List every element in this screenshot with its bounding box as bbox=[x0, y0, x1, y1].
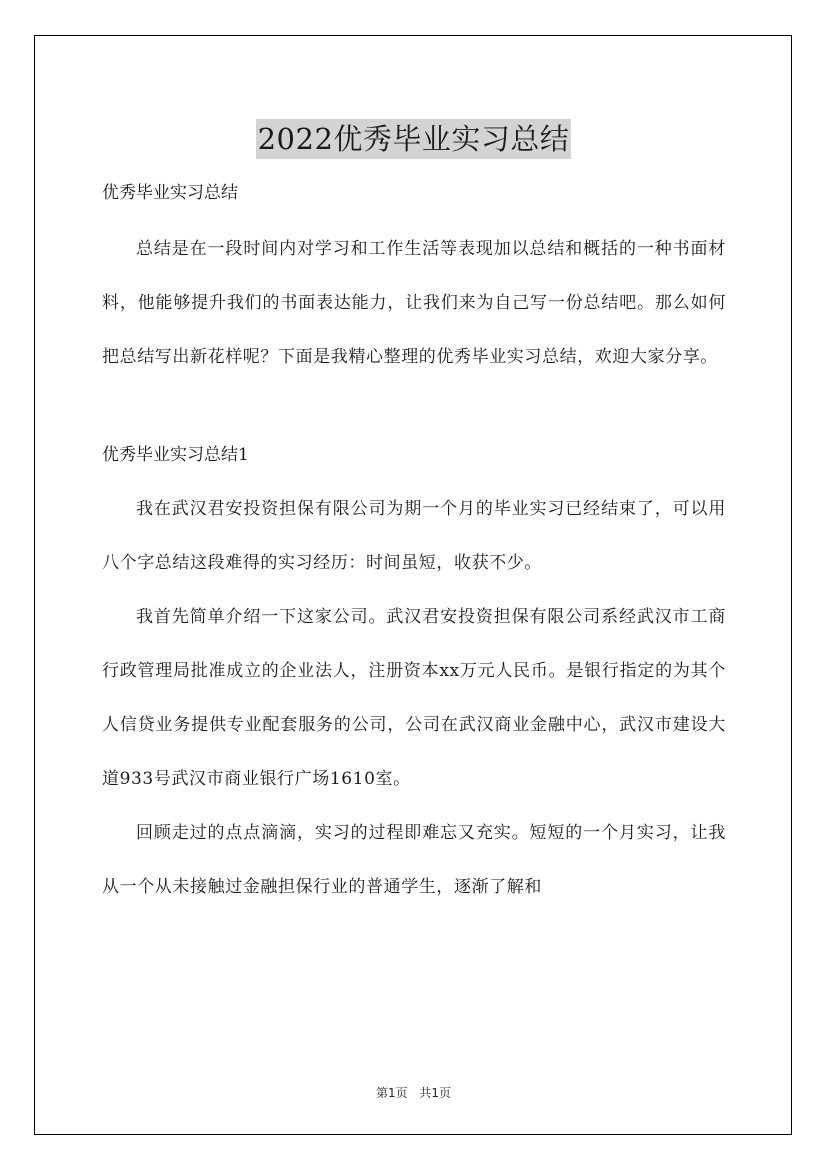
section-gap bbox=[102, 384, 726, 436]
document-title: 2022优秀毕业实习总结 bbox=[256, 119, 572, 159]
page-total: 共1页 bbox=[419, 1086, 452, 1100]
title-container bbox=[0, 100, 827, 179]
section1-heading: 优秀毕业实习总结1 bbox=[102, 445, 249, 465]
page-number: 第1页 bbox=[375, 1086, 408, 1100]
section1-paragraph-2: 我首先简单介绍一下这家公司。武汉君安投资担保有限公司系经武汉市工商行政管理局批准成立的企业法人，注册资本xx万元人民币。是银行指定的为其个人信贷业务提供专业配套服务的公司，公司在武汉商业金融中心，武汉市建设大道933号武汉市商业银行广场1610室。 bbox=[102, 607, 726, 789]
intro-paragraph: 总结是在一段时间内对学习和工作生活等表现加以总结和概括的一种书面材料，他能够提升我们的书面表达能力，让我们来为自己写一份总结吧。那么如何把总结写出新花样呢？下面是我精心整理的优秀毕业实习总结，欢迎大家分享。 bbox=[102, 239, 726, 367]
document-body bbox=[102, 174, 726, 914]
section1-paragraph-1: 我在武汉君安投资担保有限公司为期一个月的毕业实习已经结束了，可以用八个字总结这段难得的实习经历：时间虽短，收获不少。 bbox=[102, 499, 726, 573]
spacer bbox=[102, 474, 726, 482]
spacer bbox=[102, 212, 726, 222]
section1-paragraph-3: 回顾走过的点点滴滴，实习的过程即难忘又充实。短短的一个月实习，让我从一个从未接触过金融担保行业的普通学生，逐渐了解和 bbox=[102, 823, 726, 897]
intro-heading: 优秀毕业实习总结 bbox=[102, 183, 238, 203]
page-footer bbox=[0, 1084, 827, 1101]
